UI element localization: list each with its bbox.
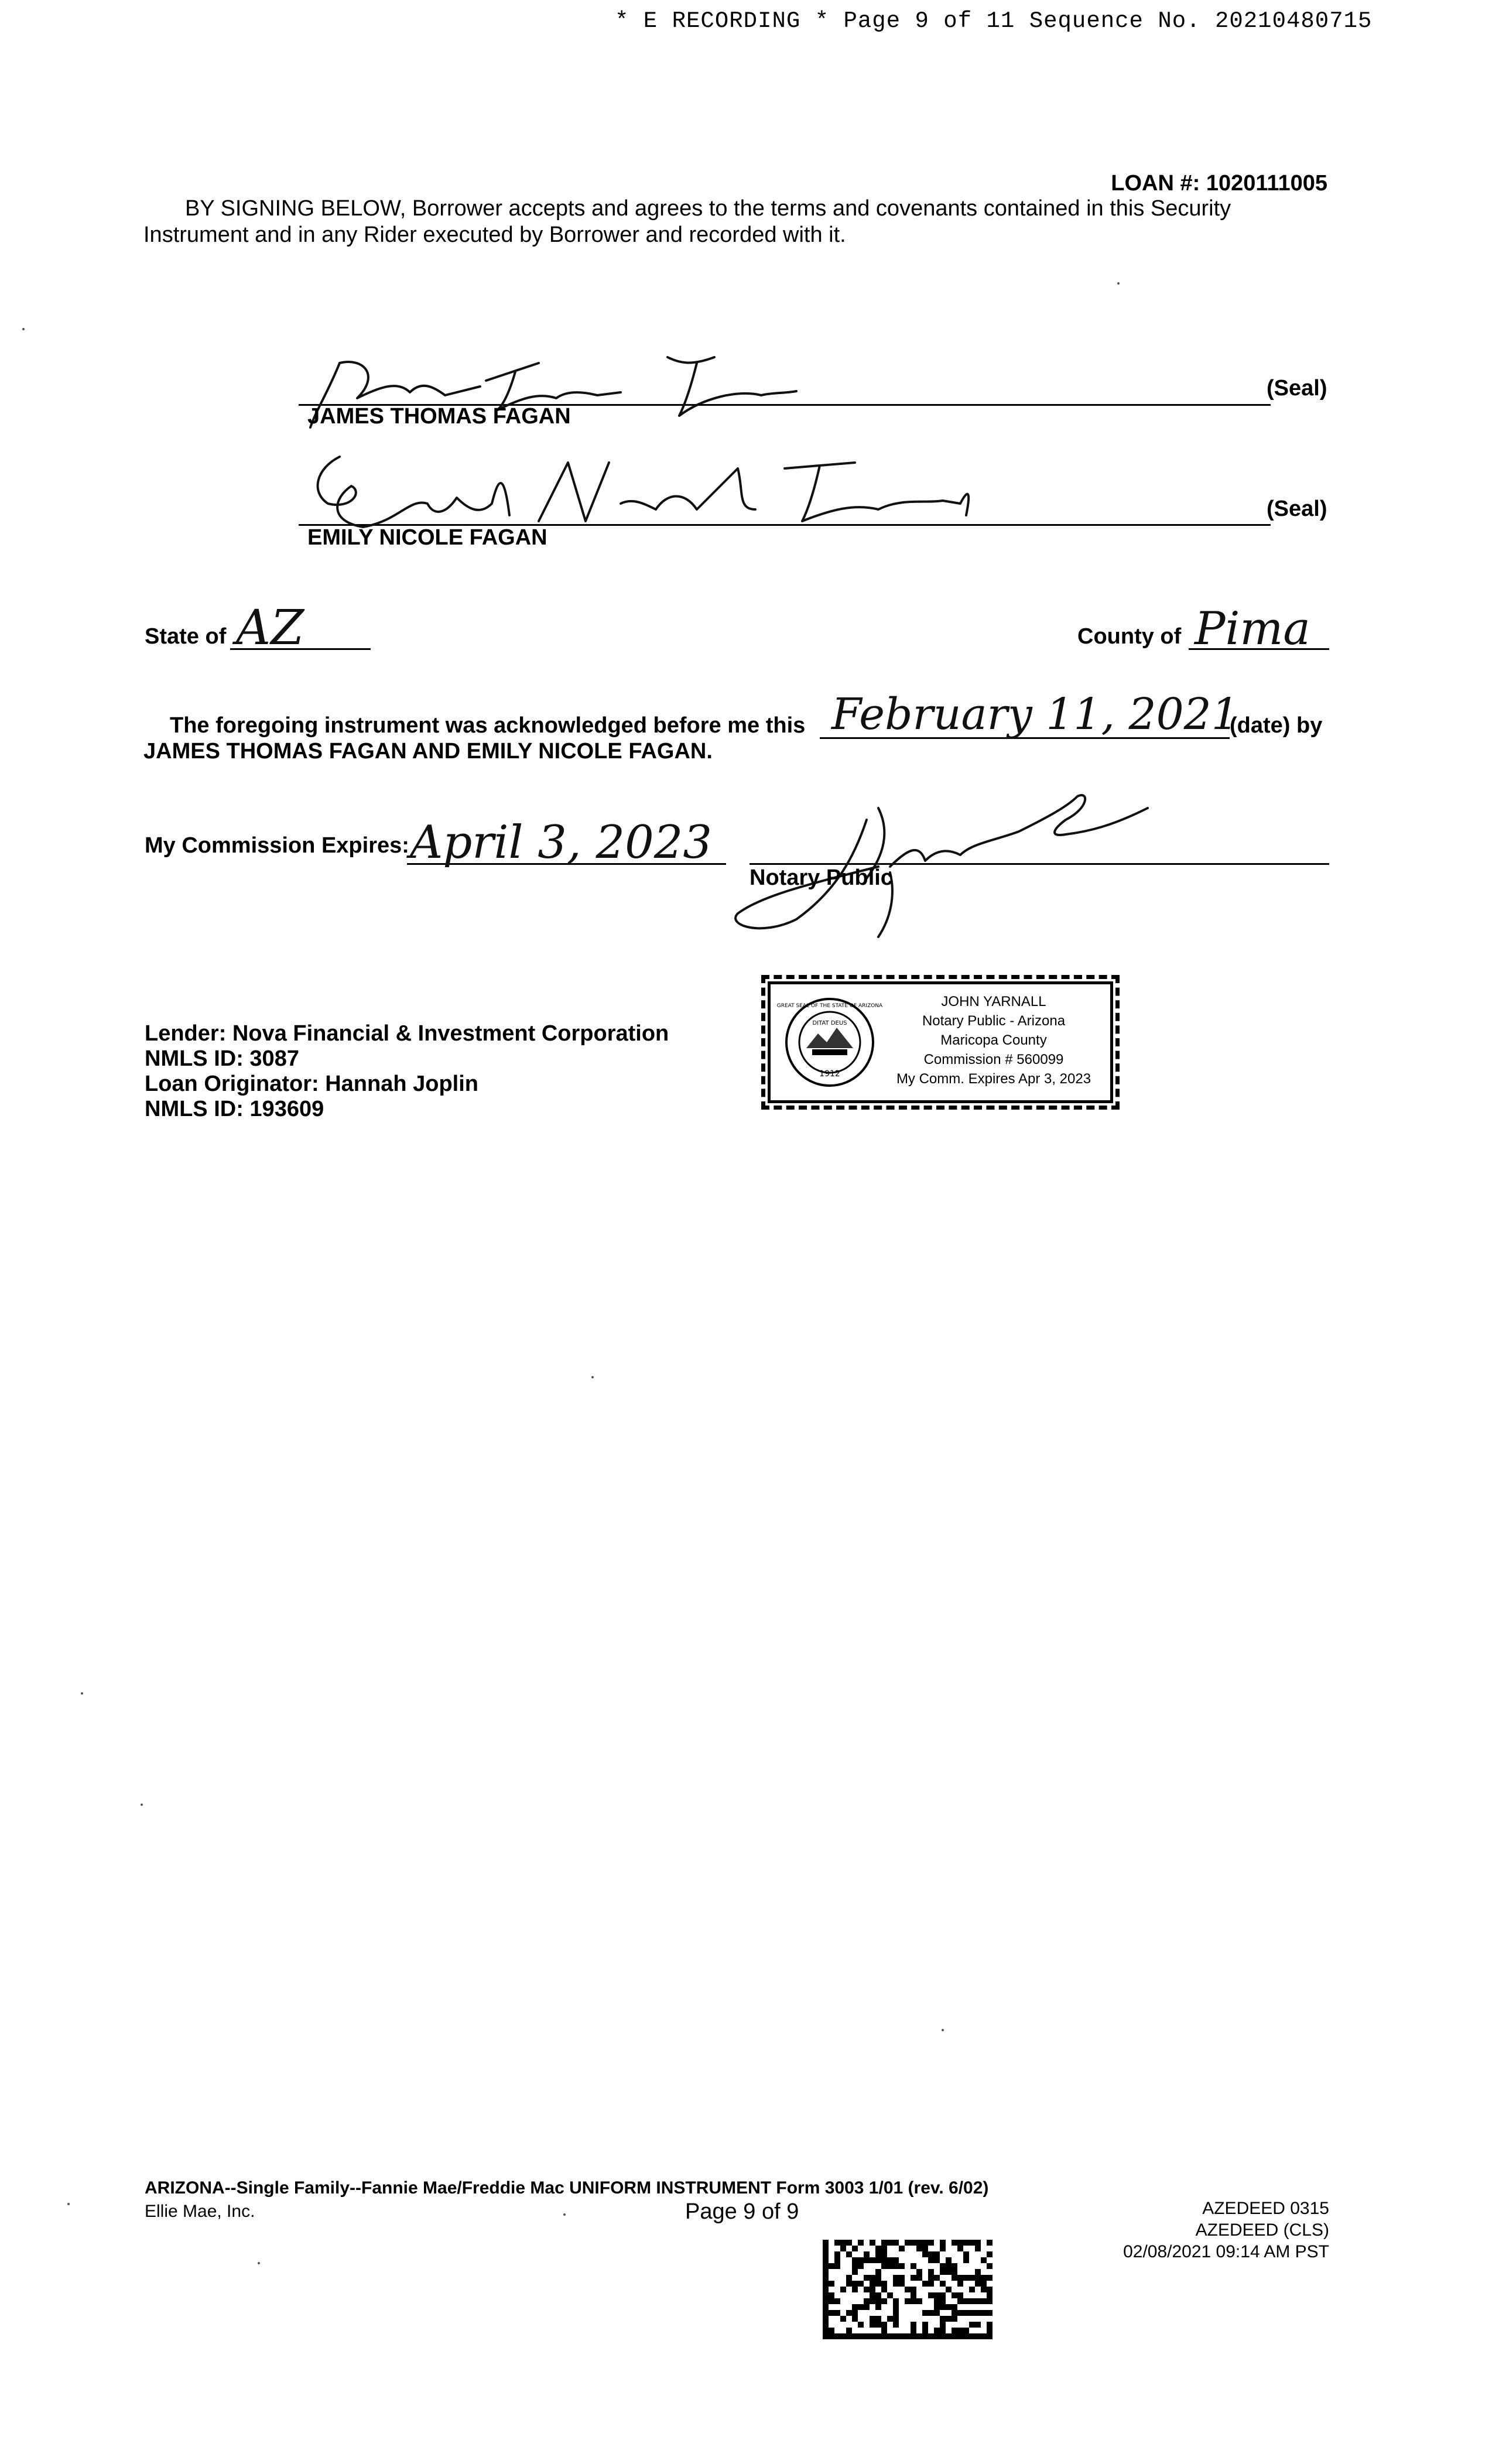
ack-date-handwriting [820, 673, 1239, 744]
footer-page: Page 9 of 9 [685, 2199, 799, 2224]
scan-speck [81, 1692, 83, 1695]
commission-label: My Commission Expires: [145, 833, 409, 858]
svg-text:DITAT DEUS: DITAT DEUS [812, 1020, 847, 1026]
scan-speck [22, 328, 25, 330]
loan-label: LOAN #: [1111, 171, 1200, 196]
signer-name-emily: EMILY NICOLE FAGAN [307, 525, 547, 550]
footer-form-line: ARIZONA--Single Family--Fannie Mae/Freddie Mac UNIFORM INSTRUMENT Form 3003 1/01 (rev. 6/02) [145, 2178, 989, 2198]
county-label: County of [1077, 624, 1182, 649]
scan-speck [258, 2262, 260, 2264]
svg-text:GREAT SEAL OF THE STATE OF ARI: GREAT SEAL OF THE STATE OF ARIZONA [776, 1003, 883, 1009]
scan-speck [563, 2213, 566, 2216]
document-barcode-icon [823, 2240, 993, 2339]
loan-number-line [1111, 171, 1327, 196]
lender-line: Lender: Nova Financial & Investment Corporation [145, 1021, 669, 1046]
notary-stamp [761, 975, 1120, 1110]
county-handwriting [1189, 591, 1329, 656]
notary-public-label: Notary Public [750, 865, 893, 890]
scan-speck [591, 1376, 594, 1378]
acknowledgment-parties: JAMES THOMAS FAGAN AND EMILY NICOLE FAGAN. [143, 739, 713, 764]
stamp-notary-name: JOHN YARNALL [941, 994, 1046, 1009]
lender-nmls: NMLS ID: 3087 [145, 1046, 299, 1071]
intro-line-1: BY SIGNING BELOW, Borrower accepts and agrees to the terms and covenants contained in this Security [185, 196, 1231, 221]
acknowledgment-date-suffix: (date) by [1230, 713, 1323, 738]
svg-text:1912: 1912 [819, 1069, 840, 1079]
stamp-county: Maricopa County [940, 1032, 1047, 1048]
scan-speck [67, 2203, 70, 2205]
notary-signature-handwriting [644, 785, 1171, 937]
footer-code-1: AZEDEED 0315 [1202, 2199, 1329, 2218]
acknowledgment-lead: The foregoing instrument was acknowledged before me this [170, 713, 806, 738]
ack-date-value: February 11, 2021 [831, 689, 1239, 740]
originator-nmls: NMLS ID: 193609 [145, 1097, 324, 1121]
stamp-commission: Commission # 560099 [923, 1052, 1064, 1067]
seal-label-james: (Seal) [1267, 376, 1327, 401]
originator-line: Loan Originator: Hannah Joplin [145, 1072, 478, 1096]
scan-speck [942, 2029, 944, 2031]
intro-line-2: Instrument and in any Rider executed by Borrower and recorded with it. [143, 223, 846, 247]
state-value: AZ [236, 600, 304, 656]
loan-number: 1020111005 [1206, 171, 1327, 196]
county-value: Pima [1195, 603, 1310, 655]
state-handwriting [230, 591, 371, 656]
footer-timestamp: 02/08/2021 09:14 AM PST [1123, 2242, 1329, 2261]
signer-name-james: JAMES THOMAS FAGAN [307, 404, 571, 429]
footer-company: Ellie Mae, Inc. [145, 2202, 255, 2221]
arizona-state-seal-icon [776, 995, 883, 1089]
recording-banner: * E RECORDING * Page 9 of 11 Sequence No. 20210480715 [615, 8, 1373, 34]
scan-speck [1117, 282, 1120, 285]
commission-date-value: April 3, 2023 [410, 816, 712, 869]
scan-speck [141, 1803, 143, 1806]
state-label: State of [145, 624, 227, 649]
footer-code-2: AZEDEED (CLS) [1195, 2220, 1329, 2240]
stamp-title: Notary Public - Arizona [922, 1013, 1066, 1029]
seal-label-emily: (Seal) [1267, 497, 1327, 521]
stamp-expires: My Comm. Expires Apr 3, 2023 [896, 1071, 1091, 1087]
